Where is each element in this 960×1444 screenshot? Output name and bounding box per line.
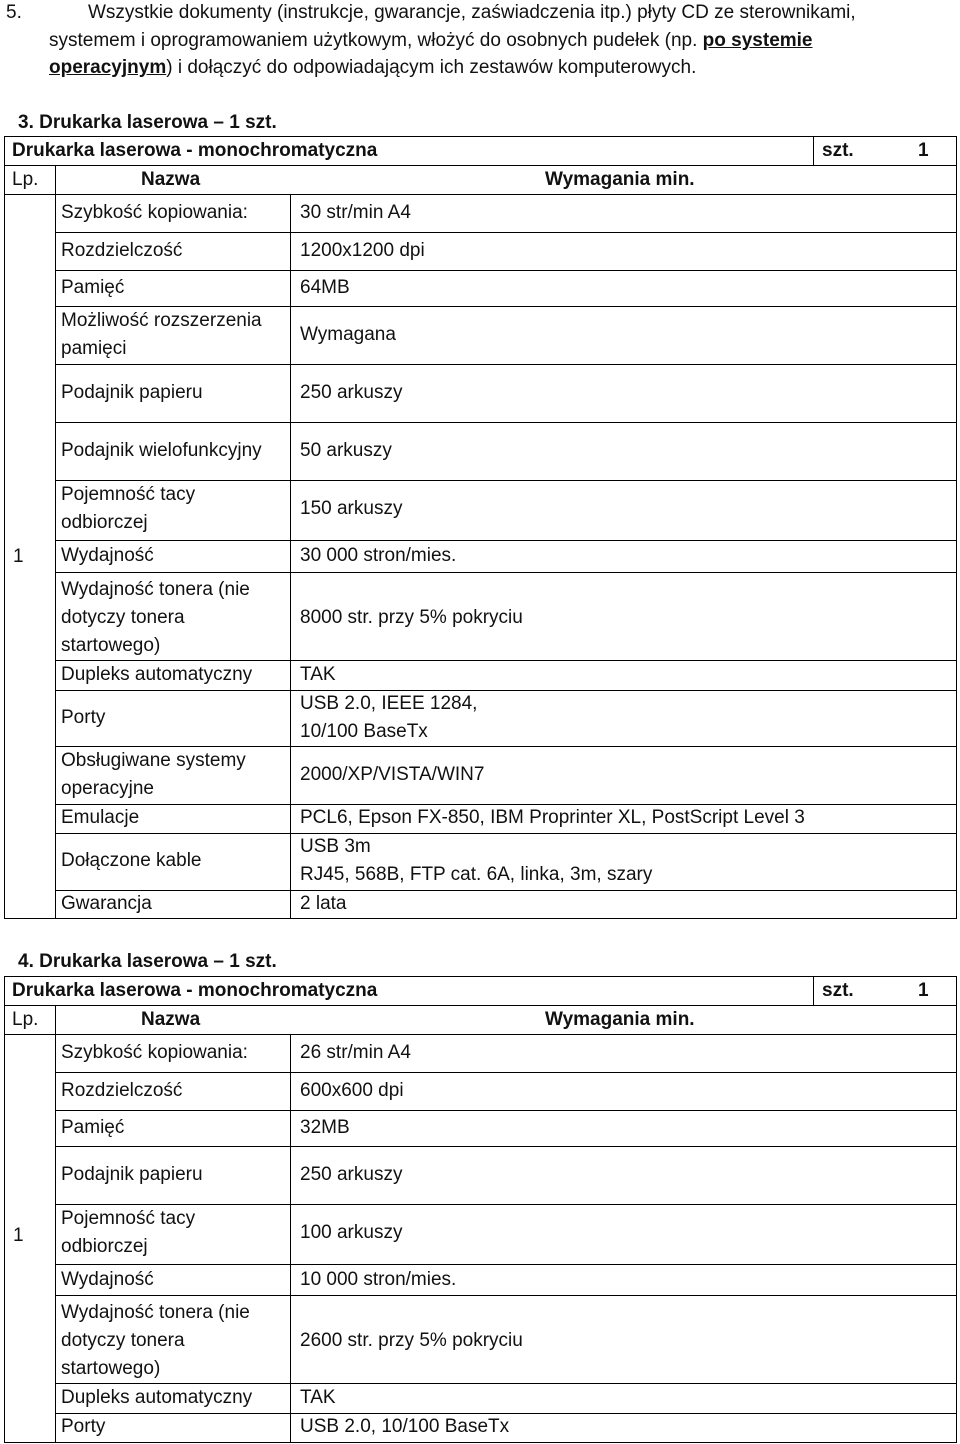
spec-label: Porty — [61, 707, 106, 728]
spec-label: Pamięć — [61, 1117, 125, 1138]
spec-label: Porty — [61, 1416, 106, 1437]
spec-value: 2 lata — [300, 893, 347, 914]
spec-label: startowego) — [61, 635, 161, 656]
spec-label: Dupleks automatyczny — [61, 664, 253, 685]
spec-value: TAK — [300, 1387, 336, 1408]
spec-label: Dupleks automatyczny — [61, 1387, 253, 1408]
spec-value: 150 arkuszy — [300, 498, 403, 519]
spec-value: 250 arkuszy — [300, 382, 403, 403]
table-rule — [55, 422, 957, 423]
intro-emphasis-1: po systemie — [702, 30, 813, 51]
spec-label: dotyczy tonera — [61, 607, 185, 628]
spec-value: 30 str/min A4 — [300, 202, 411, 223]
spec-label: Pojemność tacy — [61, 484, 196, 505]
table-rule — [290, 194, 291, 919]
spec-value: 8000 str. przy 5% pokryciu — [300, 607, 523, 628]
table-rule — [4, 1005, 957, 1006]
unit-label: szt. — [822, 140, 854, 161]
column-header-lp: Lp. — [12, 169, 39, 190]
spec-value: PCL6, Epson FX-850, IBM Proprinter XL, PostScript Level 3 — [300, 807, 805, 828]
table-rule — [55, 690, 957, 691]
row-number: 1 — [13, 546, 24, 567]
spec-label: Emulacje — [61, 807, 140, 828]
spec-label: Szybkość kopiowania: — [61, 1042, 248, 1063]
unit-label: szt. — [822, 980, 854, 1001]
table-rule — [55, 660, 957, 661]
spec-label: Wydajność — [61, 1269, 154, 1290]
spec-value: 32MB — [300, 1117, 350, 1138]
table-rule — [290, 1034, 291, 1443]
spec-value: RJ45, 568B, FTP cat. 6A, linka, 3m, szary — [300, 864, 653, 885]
spec-value: USB 3m — [300, 836, 371, 857]
quantity-value: 1 — [918, 980, 929, 1001]
spec-label: odbiorczej — [61, 512, 148, 533]
row-number: 1 — [13, 1225, 24, 1246]
table-rule — [956, 136, 957, 919]
table-rule — [4, 1442, 957, 1443]
spec-value: 100 arkuszy — [300, 1222, 403, 1243]
table-title: Drukarka laserowa - monochromatyczna — [12, 140, 378, 161]
table-rule — [55, 306, 957, 307]
spec-label: odbiorczej — [61, 1236, 148, 1257]
spec-value: 30 000 stron/mies. — [300, 545, 457, 566]
intro-emphasis-2: operacyjnym — [49, 57, 167, 78]
table-rule — [55, 1110, 957, 1111]
table-rule — [4, 165, 957, 166]
table-rule — [55, 746, 957, 747]
column-header-requirements: Wymagania min. — [545, 169, 695, 190]
table-rule — [55, 364, 957, 365]
spec-label: Rozdzielczość — [61, 1080, 183, 1101]
table-rule — [55, 1413, 957, 1414]
spec-value: Wymagana — [300, 324, 396, 345]
table-rule — [813, 976, 814, 1005]
column-header-name: Nazwa — [141, 169, 201, 190]
table-title: Drukarka laserowa - monochromatyczna — [12, 980, 378, 1001]
table-rule — [55, 1005, 56, 1443]
spec-label: Pojemność tacy — [61, 1208, 196, 1229]
spec-value: 50 arkuszy — [300, 440, 392, 461]
spec-label: Podajnik papieru — [61, 382, 203, 403]
intro-number: 5. — [6, 2, 22, 23]
intro-line-1: Wszystkie dokumenty (instrukcje, gwarancje, zaświadczenia itp.) płyty CD ze sterownikami, — [88, 2, 856, 23]
table-rule — [55, 890, 957, 891]
table-rule — [4, 194, 957, 195]
table-rule — [55, 540, 957, 541]
spec-label: Obsługiwane systemy — [61, 750, 246, 771]
table-rule — [55, 1072, 957, 1073]
table-rule — [55, 165, 56, 919]
table-rule — [956, 976, 957, 1443]
intro-line-2: systemem i oprogramowaniem użytkowym, włożyć do osobnych pudełek (np. po systemie — [49, 30, 813, 51]
spec-value: 250 arkuszy — [300, 1164, 403, 1185]
spec-value: TAK — [300, 664, 336, 685]
table-rule — [55, 1383, 957, 1384]
spec-label: Możliwość rozszerzenia — [61, 310, 262, 331]
column-header-name: Nazwa — [141, 1009, 201, 1030]
spec-label: startowego) — [61, 1358, 161, 1379]
table-rule — [55, 480, 957, 481]
table-rule — [4, 136, 5, 919]
table-rule — [55, 1295, 957, 1296]
spec-value: 2000/XP/VISTA/WIN7 — [300, 764, 485, 785]
spec-label: pamięci — [61, 338, 127, 359]
spec-value: 1200x1200 dpi — [300, 240, 425, 261]
spec-label: Pamięć — [61, 277, 125, 298]
section-4-heading: 4. Drukarka laserowa – 1 szt. — [18, 951, 277, 972]
table-rule — [55, 804, 957, 805]
table-rule — [55, 572, 957, 573]
table-rule — [4, 1034, 957, 1035]
spec-label: Podajnik papieru — [61, 1164, 203, 1185]
spec-value: 64MB — [300, 277, 350, 298]
table-rule — [55, 1146, 957, 1147]
spec-label: Wydajność tonera (nie — [61, 579, 250, 600]
spec-value: USB 2.0, 10/100 BaseTx — [300, 1416, 510, 1437]
table-rule — [55, 1204, 957, 1205]
spec-label: Podajnik wielofunkcyjny — [61, 440, 262, 461]
column-header-requirements: Wymagania min. — [545, 1009, 695, 1030]
spec-label: dotyczy tonera — [61, 1330, 185, 1351]
quantity-value: 1 — [918, 140, 929, 161]
spec-label: Gwarancja — [61, 893, 152, 914]
table-rule — [55, 833, 957, 834]
table-rule — [4, 976, 957, 977]
table-rule — [55, 232, 957, 233]
section-3-heading: 3. Drukarka laserowa – 1 szt. — [18, 112, 277, 133]
spec-value: 10/100 BaseTx — [300, 721, 428, 742]
spec-label: Rozdzielczość — [61, 240, 183, 261]
table-rule — [55, 1264, 957, 1265]
table-rule — [4, 136, 957, 137]
table-rule — [55, 270, 957, 271]
column-header-lp: Lp. — [12, 1009, 39, 1030]
spec-value: 2600 str. przy 5% pokryciu — [300, 1330, 523, 1351]
spec-label: operacyjne — [61, 778, 154, 799]
table-rule — [813, 136, 814, 165]
spec-label: Szybkość kopiowania: — [61, 202, 248, 223]
spec-value: 26 str/min A4 — [300, 1042, 411, 1063]
intro-line-3: operacyjnym) i dołączyć do odpowiadającym ich zestawów komputerowych. — [49, 57, 697, 78]
spec-label: Dołączone kable — [61, 850, 202, 871]
spec-label: Wydajność — [61, 545, 154, 566]
spec-value: USB 2.0, IEEE 1284, — [300, 693, 478, 714]
spec-label: Wydajność tonera (nie — [61, 1302, 250, 1323]
spec-value: 10 000 stron/mies. — [300, 1269, 457, 1290]
spec-value: 600x600 dpi — [300, 1080, 404, 1101]
table-rule — [4, 918, 957, 919]
table-rule — [4, 976, 5, 1443]
